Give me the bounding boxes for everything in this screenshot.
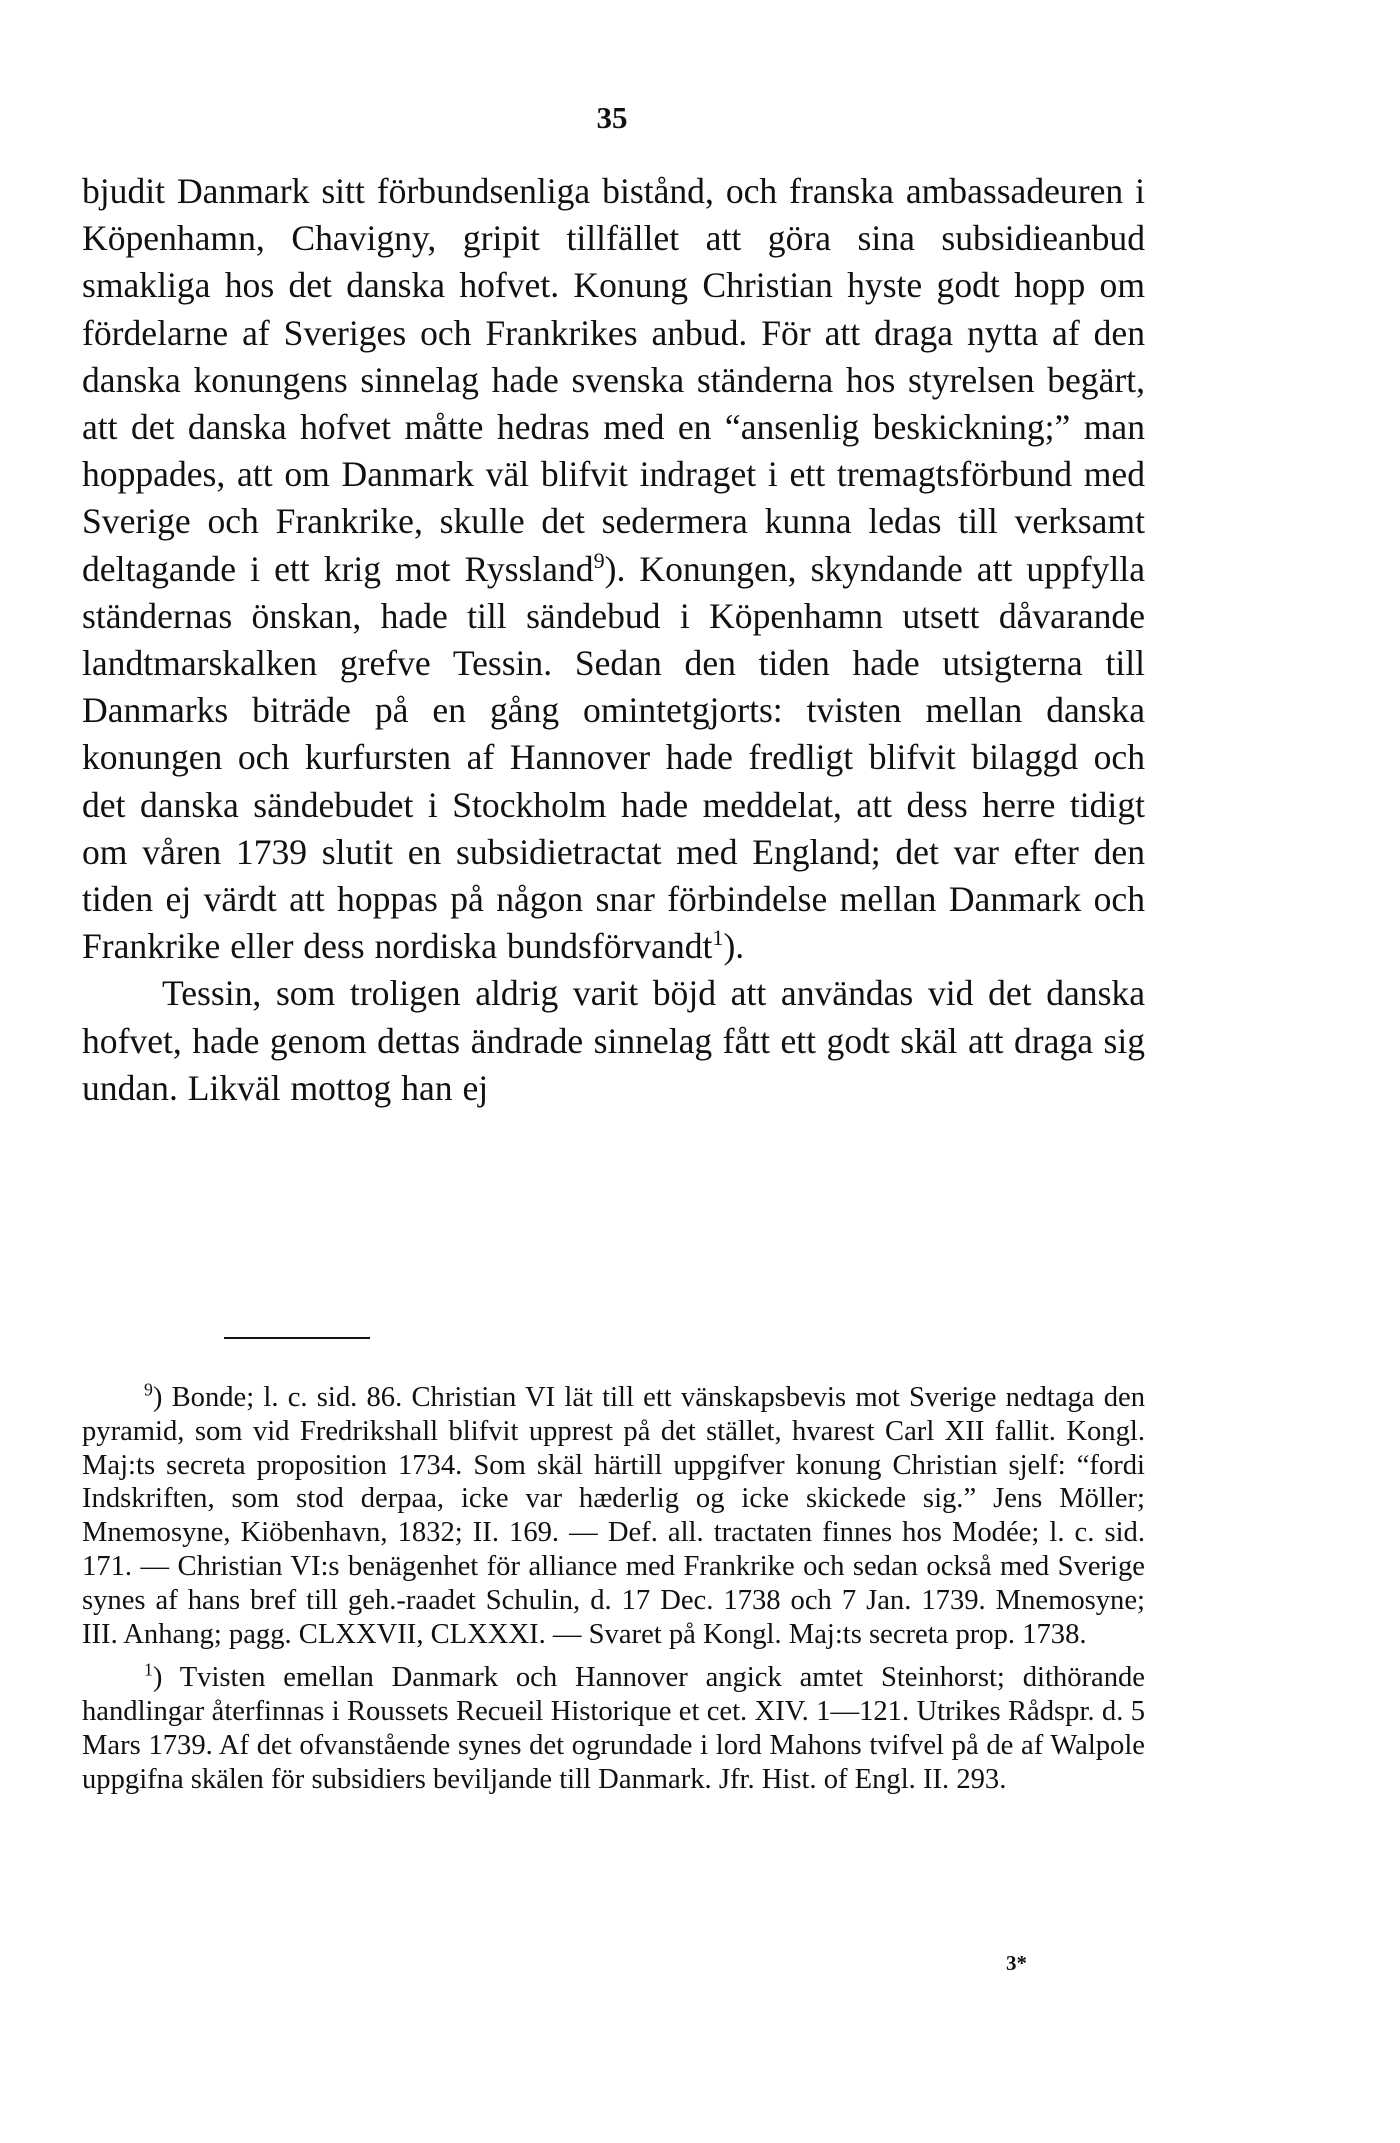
paragraph-text: bjudit Danmark sitt förbundsenliga bistånd, och franska ambassadeuren i Köpenhamn, Chavigny, gripit tillfället att göra sina subsidieanbud smakliga hos det danska hofvet. Konung Christian hyste godt hopp om fördelarne af Sveriges och Frankrikes anbud. För att draga nytta af den danska konungens sinnelag hade svenska ständerna hos styrelsen begärt, att det danska hofvet måtte hedras med en “ansenlig beskickning;” man hoppades, att om Danmark väl blifvit indraget i ett tremagtsförbund med Sverige och Frankrike, skulle det sedermera kunna ledas till verksamt deltagande i ett krig mot Ryssland bbox=[82, 171, 1145, 589]
footnote-marker: 1 bbox=[144, 1659, 153, 1680]
footnote-text: ) Tvisten emellan Danmark och Hannover angick amtet Steinhorst; dithörande handlingar återfinnas i Roussets Recueil Historique et cet. XIV. 1—121. Utrikes Rådspr. d. 5 Mars 1739. Af det ofvanstående synes det ogrundade i lord Mahons tvifvel på de af Walpole uppgifna skälen för subsidiers beviljande till Danmark. Jfr. Hist. of Engl. II. 293. bbox=[82, 1662, 1145, 1795]
footnote bbox=[82, 1661, 1145, 1796]
footnote bbox=[82, 1381, 1145, 1651]
main-text bbox=[82, 168, 1145, 1112]
paragraph-text: ). Konungen, skyndande att uppfylla ständernas önskan, hade till sändebud i Köpenhamn utsett dåvarande landtmarskalken grefve Tessin. Sedan den tiden hade utsigterna till Danmarks biträde på en gång omintetgjorts: tvisten mellan danska konungen och kurfursten af Hannover hade fredligt blifvit bilaggd och det danska sändebudet i Stockholm hade meddelat, att dess herre tidigt om våren 1739 slutit en subsidietractat med England; det var efter den tiden ej värdt att hoppas på någon snar förbindelse mellan Danmark och Frankrike eller dess nordiska bundsförvandt bbox=[82, 548, 1145, 967]
footnote-reference: 9 bbox=[593, 547, 605, 573]
footnote-marker: 9 bbox=[144, 1379, 153, 1400]
paragraph bbox=[82, 970, 1145, 1112]
paragraph bbox=[82, 168, 1145, 970]
footnote-divider bbox=[224, 1337, 370, 1339]
page-number: 35 bbox=[596, 100, 628, 135]
footnote-text: ) Bonde; l. c. sid. 86. Christian VI lät till ett vänskapsbevis mot Sverige nedtaga den pyramid, som vid Fredrikshall blifvit upprest på det stället, hvarest Carl XII fallit. Kongl. Maj:ts secreta proposition 1734. Som skäl härtill uppgifver konung Christian sjelf: “fordi Indskriften, som stod derpaa, icke var hæderlig og icke skickede sig.” Jens Möller; Mnemosyne, Kiöbenhavn, 1832; II. 169. — Def. all. tractaten finnes hos Modée; l. c. sid. 171. — Christian VI:s benägenhet för alliance med Frankrike och sedan också med Sverige synes af hans bref till geh.-raadet Schulin, d. 17 Dec. 1738 och 7 Jan. 1739. Mnemosyne; III. Anhang; pagg. CLXXVII, CLXXXI. — Svaret på Kongl. Maj:ts secreta prop. 1738. bbox=[82, 1382, 1145, 1650]
paragraph-text: Tessin, som troligen aldrig varit böjd att användas vid det danska hofvet, hade genom dettas ändrade sinnelag fått ett godt skäl att draga sig undan. Likväl mottog han ej bbox=[82, 973, 1145, 1108]
paragraph-text: ). bbox=[723, 926, 745, 967]
footnotes bbox=[82, 1381, 1145, 1797]
footnote-reference: 1 bbox=[712, 925, 724, 951]
printer-signature-mark: 3* bbox=[1006, 1951, 1027, 1975]
